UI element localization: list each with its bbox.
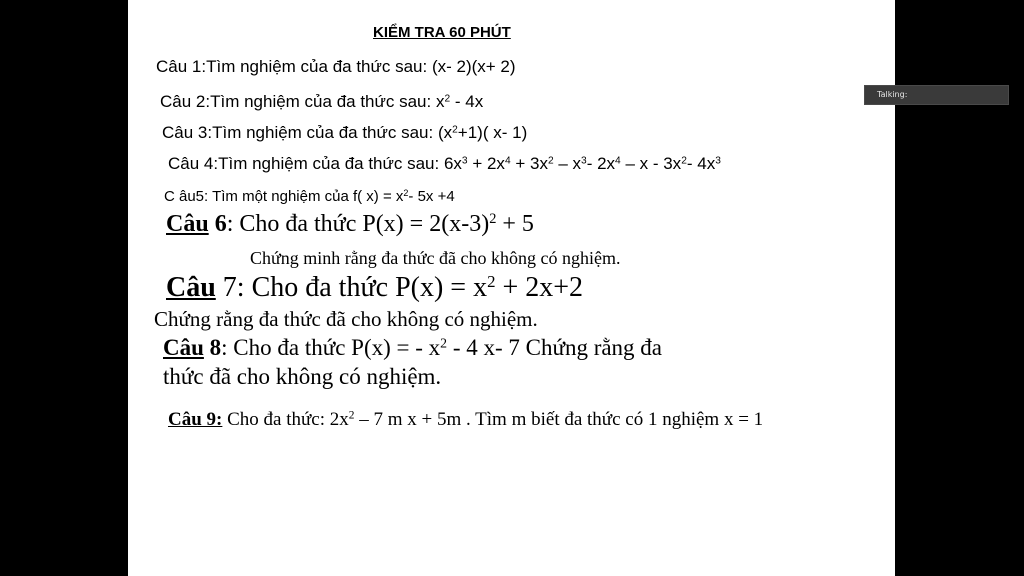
slide-canvas <box>128 0 895 576</box>
question-2: Câu 2:Tìm nghiệm của đa thức sau: $x^2 - 4x$ <box>160 92 484 111</box>
question-3: Câu 3:Tìm nghiệm của đa thức sau: $(x^2+1)$( x- 1) <box>162 123 528 142</box>
question-4: Câu 4:Tìm nghiệm của đa thức sau: $6x^3 + 2x^4 + 3x^2 - x^3-$ $2x^4$ – x - $3x^2-$ $4x^3$ <box>168 154 721 173</box>
question-6: Câu 6: Cho đa thức $P(x) = 2(x-3)^2 + 5$ <box>166 211 534 237</box>
question-8-line-2: thức đã cho không có nghiệm. <box>163 364 442 389</box>
question-9: Câu 9: Cho đa thức: $2x^2 - 7$ m x + 5m . Tìm m biết đa thức có 1 nghiệm x = 1 <box>168 409 764 430</box>
question-7: Câu 7: Cho đa thức $P(x) = x^2 + 2x+2$ <box>166 271 584 303</box>
question-5: C âu5: Tìm một nghiệm của f( $x) = x^2-$ 5x +4 <box>164 188 455 205</box>
question-8: Câu 8: Cho đa thức P(x) = - $x^2 - 4$ x- 7 Chứng rằng đa <box>163 335 663 360</box>
question-7-line-2: Chứng rằng đa thức đã cho không có nghiệm. <box>154 307 538 331</box>
talking-indicator: Talking: <box>864 85 1009 105</box>
question-1: Câu 1:Tìm nghiệm của đa thức sau: (x- 2)(x+ 2) <box>156 57 516 76</box>
question-6-line-2: Chứng minh rằng đa thức đã cho không có nghiệm. <box>250 248 621 268</box>
slide-title: KIỂM TRA 60 PHÚT <box>373 24 511 41</box>
